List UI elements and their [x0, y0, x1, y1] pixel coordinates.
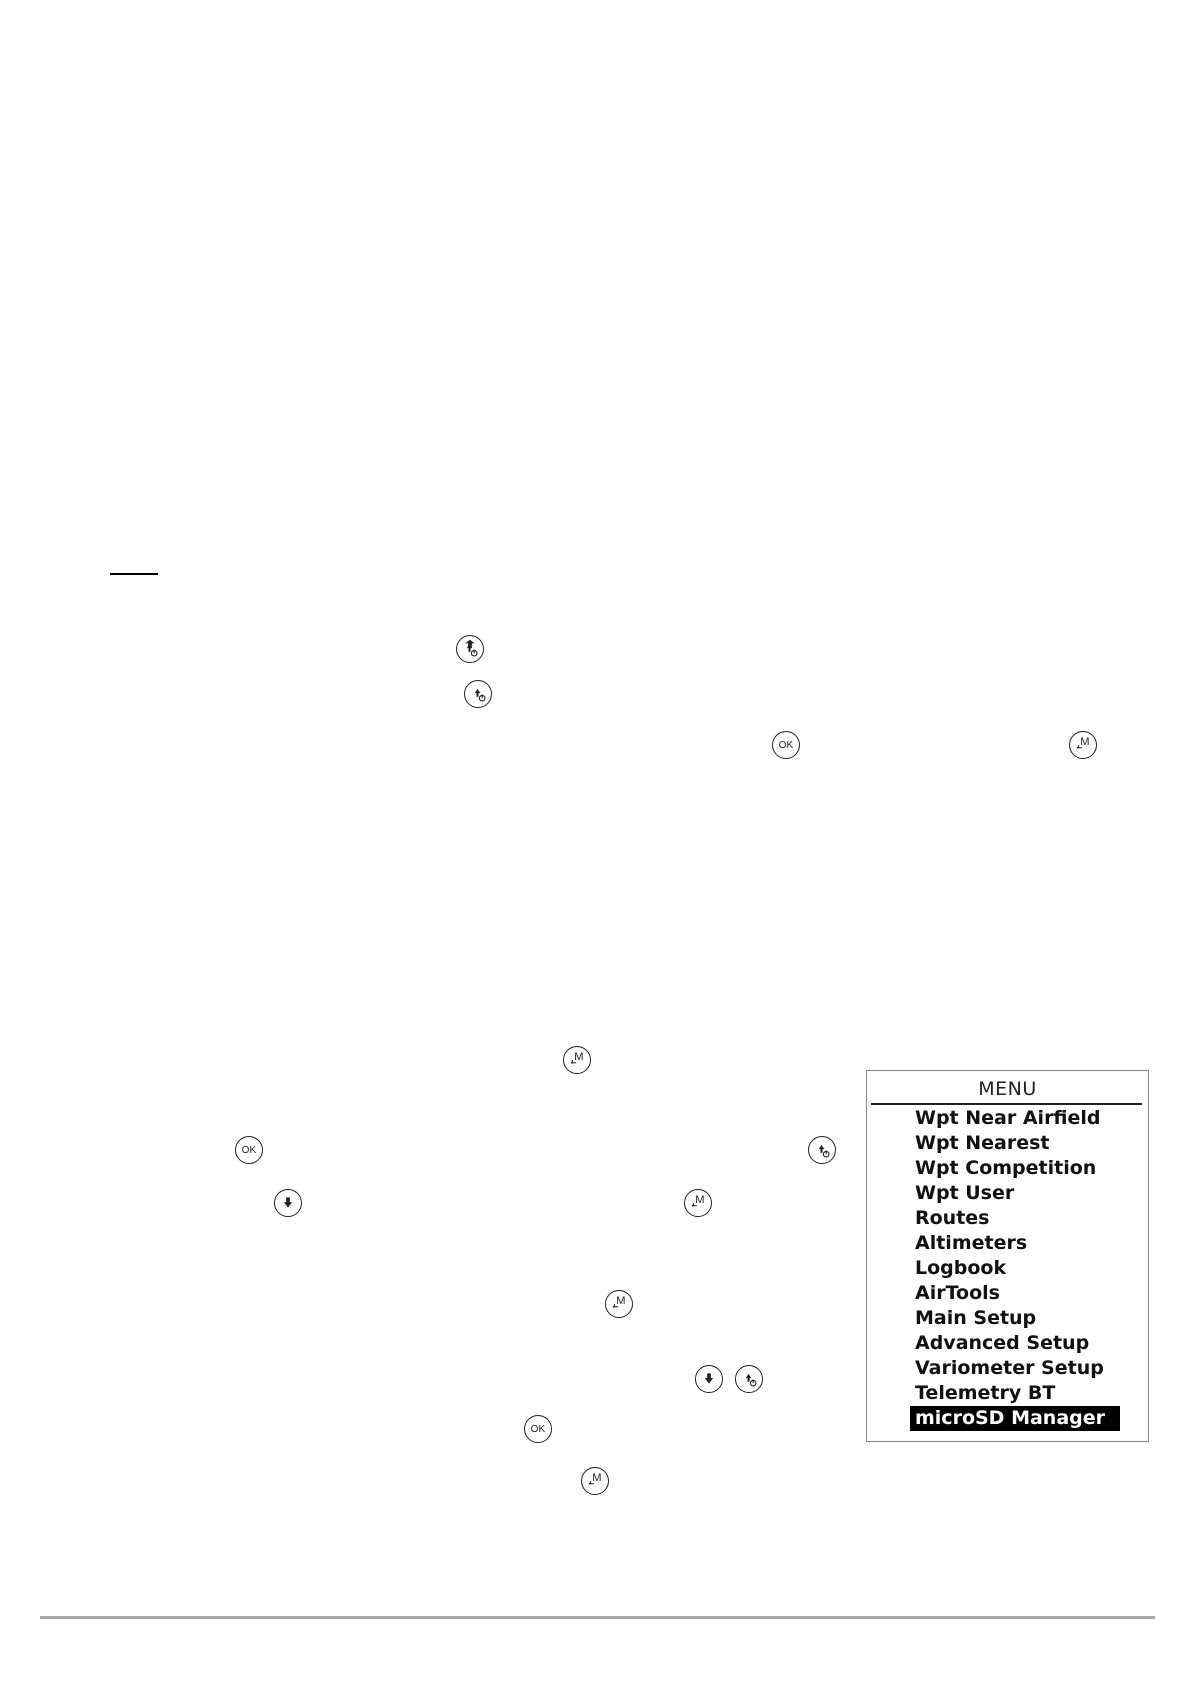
menu-item[interactable]: Main Setup: [915, 1307, 1037, 1329]
footer-divider: [40, 1616, 1155, 1619]
menu-letter: M: [1080, 736, 1090, 748]
menu-item[interactable]: Logbook: [915, 1257, 1007, 1279]
up-power-button-icon[interactable]: [735, 1365, 763, 1393]
menu-button-icon[interactable]: [605, 1290, 633, 1318]
menu-item[interactable]: Routes: [915, 1207, 990, 1229]
menu-item[interactable]: Telemetry BT: [915, 1382, 1056, 1404]
ok-button-icon[interactable]: [235, 1136, 263, 1164]
ok-button-icon[interactable]: [772, 731, 800, 759]
up-power-button-icon[interactable]: [808, 1136, 836, 1164]
selected-item-label: microSD Manager: [910, 1406, 1120, 1431]
menu-item-selected[interactable]: [867, 1406, 1148, 1431]
menu-item[interactable]: Variometer Setup: [915, 1357, 1104, 1379]
menu-item[interactable]: Wpt Competition: [915, 1157, 1097, 1179]
ok-button-icon[interactable]: [524, 1415, 552, 1443]
menu-item[interactable]: Advanced Setup: [915, 1332, 1090, 1354]
menu-letter: M: [616, 1295, 626, 1307]
menu-button-icon[interactable]: [684, 1189, 712, 1217]
menu-item[interactable]: Wpt Near Airfield: [915, 1107, 1101, 1129]
menu-button-icon[interactable]: [581, 1467, 609, 1495]
ok-label: OK: [241, 1144, 257, 1156]
menu-letter: M: [592, 1472, 602, 1484]
menu-list: [867, 1106, 1148, 1431]
up-power-button-icon[interactable]: [456, 635, 484, 663]
menu-title: MENU: [978, 1078, 1037, 1100]
menu-button-icon[interactable]: [1069, 731, 1097, 759]
ok-label: OK: [778, 739, 794, 751]
menu-item[interactable]: Altimeters: [915, 1232, 1028, 1254]
note-underline: [110, 573, 158, 575]
menu-item[interactable]: Wpt User: [915, 1182, 1015, 1204]
menu-item[interactable]: AirTools: [915, 1282, 1000, 1304]
down-button-icon[interactable]: [695, 1365, 723, 1393]
menu-letter: M: [574, 1051, 584, 1063]
menu-screen: [866, 1070, 1149, 1442]
menu-title-divider: [871, 1103, 1142, 1105]
up-power-button-icon[interactable]: [464, 680, 492, 708]
down-button-icon[interactable]: [274, 1189, 302, 1217]
menu-item[interactable]: Wpt Nearest: [915, 1132, 1050, 1154]
menu-button-icon[interactable]: [563, 1046, 591, 1074]
ok-label: OK: [530, 1423, 546, 1435]
menu-letter: M: [695, 1194, 705, 1206]
